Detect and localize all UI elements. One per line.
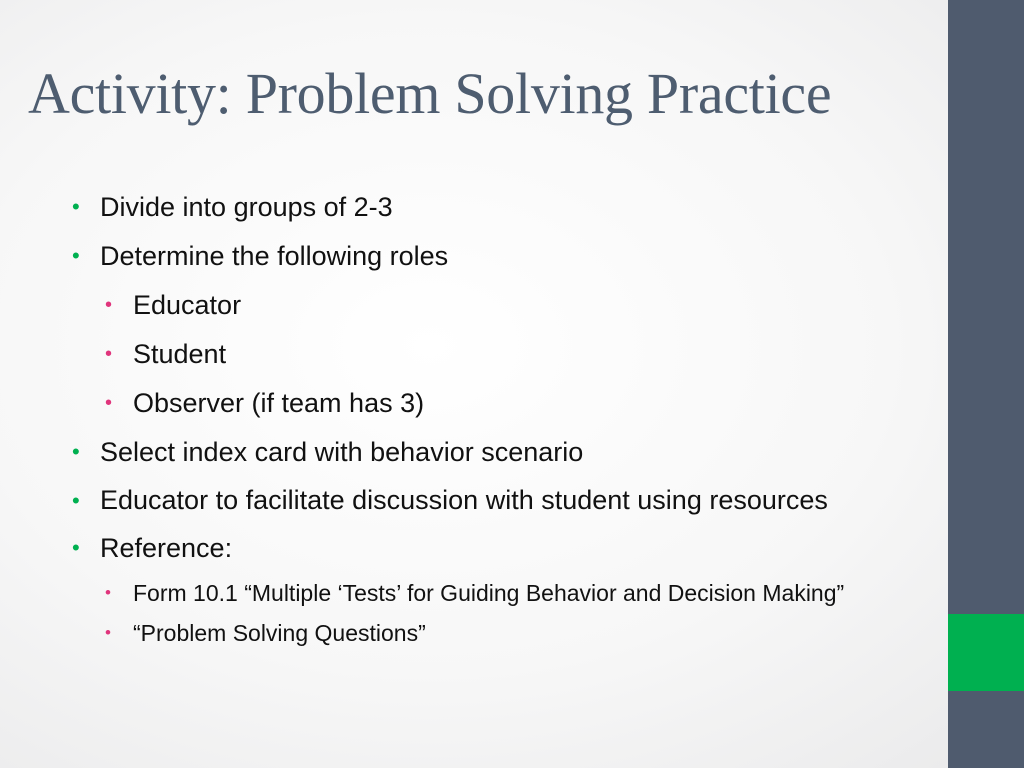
sub-bullet-dot-icon: •	[105, 343, 113, 365]
bullet-item	[72, 480, 892, 520]
sub-bullet-text: “Problem Solving Questions”	[133, 620, 426, 646]
bullet-item	[72, 431, 892, 473]
bullet-item	[72, 235, 892, 277]
sub-bullet-item	[105, 576, 892, 610]
bullet-text: Divide into groups of 2-3	[100, 192, 393, 222]
bullet-text: Reference:	[100, 533, 233, 563]
sub-bullet-text: Student	[133, 339, 227, 369]
sub-bullet-item	[105, 333, 892, 375]
bullet-dot-icon: •	[72, 194, 80, 219]
sub-bullet-dot-icon: •	[105, 583, 111, 602]
sub-bullet-item	[105, 616, 892, 650]
slide-title: Activity: Problem Solving Practice	[28, 61, 832, 126]
bullet-dot-icon: •	[72, 243, 80, 268]
bullet-item	[72, 186, 892, 228]
accent-block	[948, 614, 1024, 691]
sub-bullet-text: Educator	[133, 290, 242, 320]
bullet-item	[72, 527, 892, 569]
sub-bullet-item	[105, 382, 892, 424]
sub-bullet-dot-icon: •	[105, 392, 113, 414]
sub-bullet-dot-icon: •	[105, 623, 111, 642]
bullet-text: Select index card with behavior scenario	[100, 437, 584, 467]
sub-bullet-text: Observer (if team has 3)	[133, 388, 425, 418]
bullet-dot-icon: •	[72, 535, 80, 560]
bullet-text: Determine the following roles	[100, 241, 449, 271]
bullet-text: Educator to facilitate discussion with student using resources	[100, 485, 828, 515]
sub-bullet-item	[105, 284, 892, 326]
sub-bullet-dot-icon: •	[105, 294, 113, 316]
sub-bullet-text: Form 10.1 “Multiple ‘Tests’ for Guiding Behavior and Decision Making”	[133, 580, 845, 606]
bullet-dot-icon: •	[72, 439, 80, 464]
bullet-list	[72, 186, 892, 650]
bullet-dot-icon: •	[72, 488, 80, 513]
